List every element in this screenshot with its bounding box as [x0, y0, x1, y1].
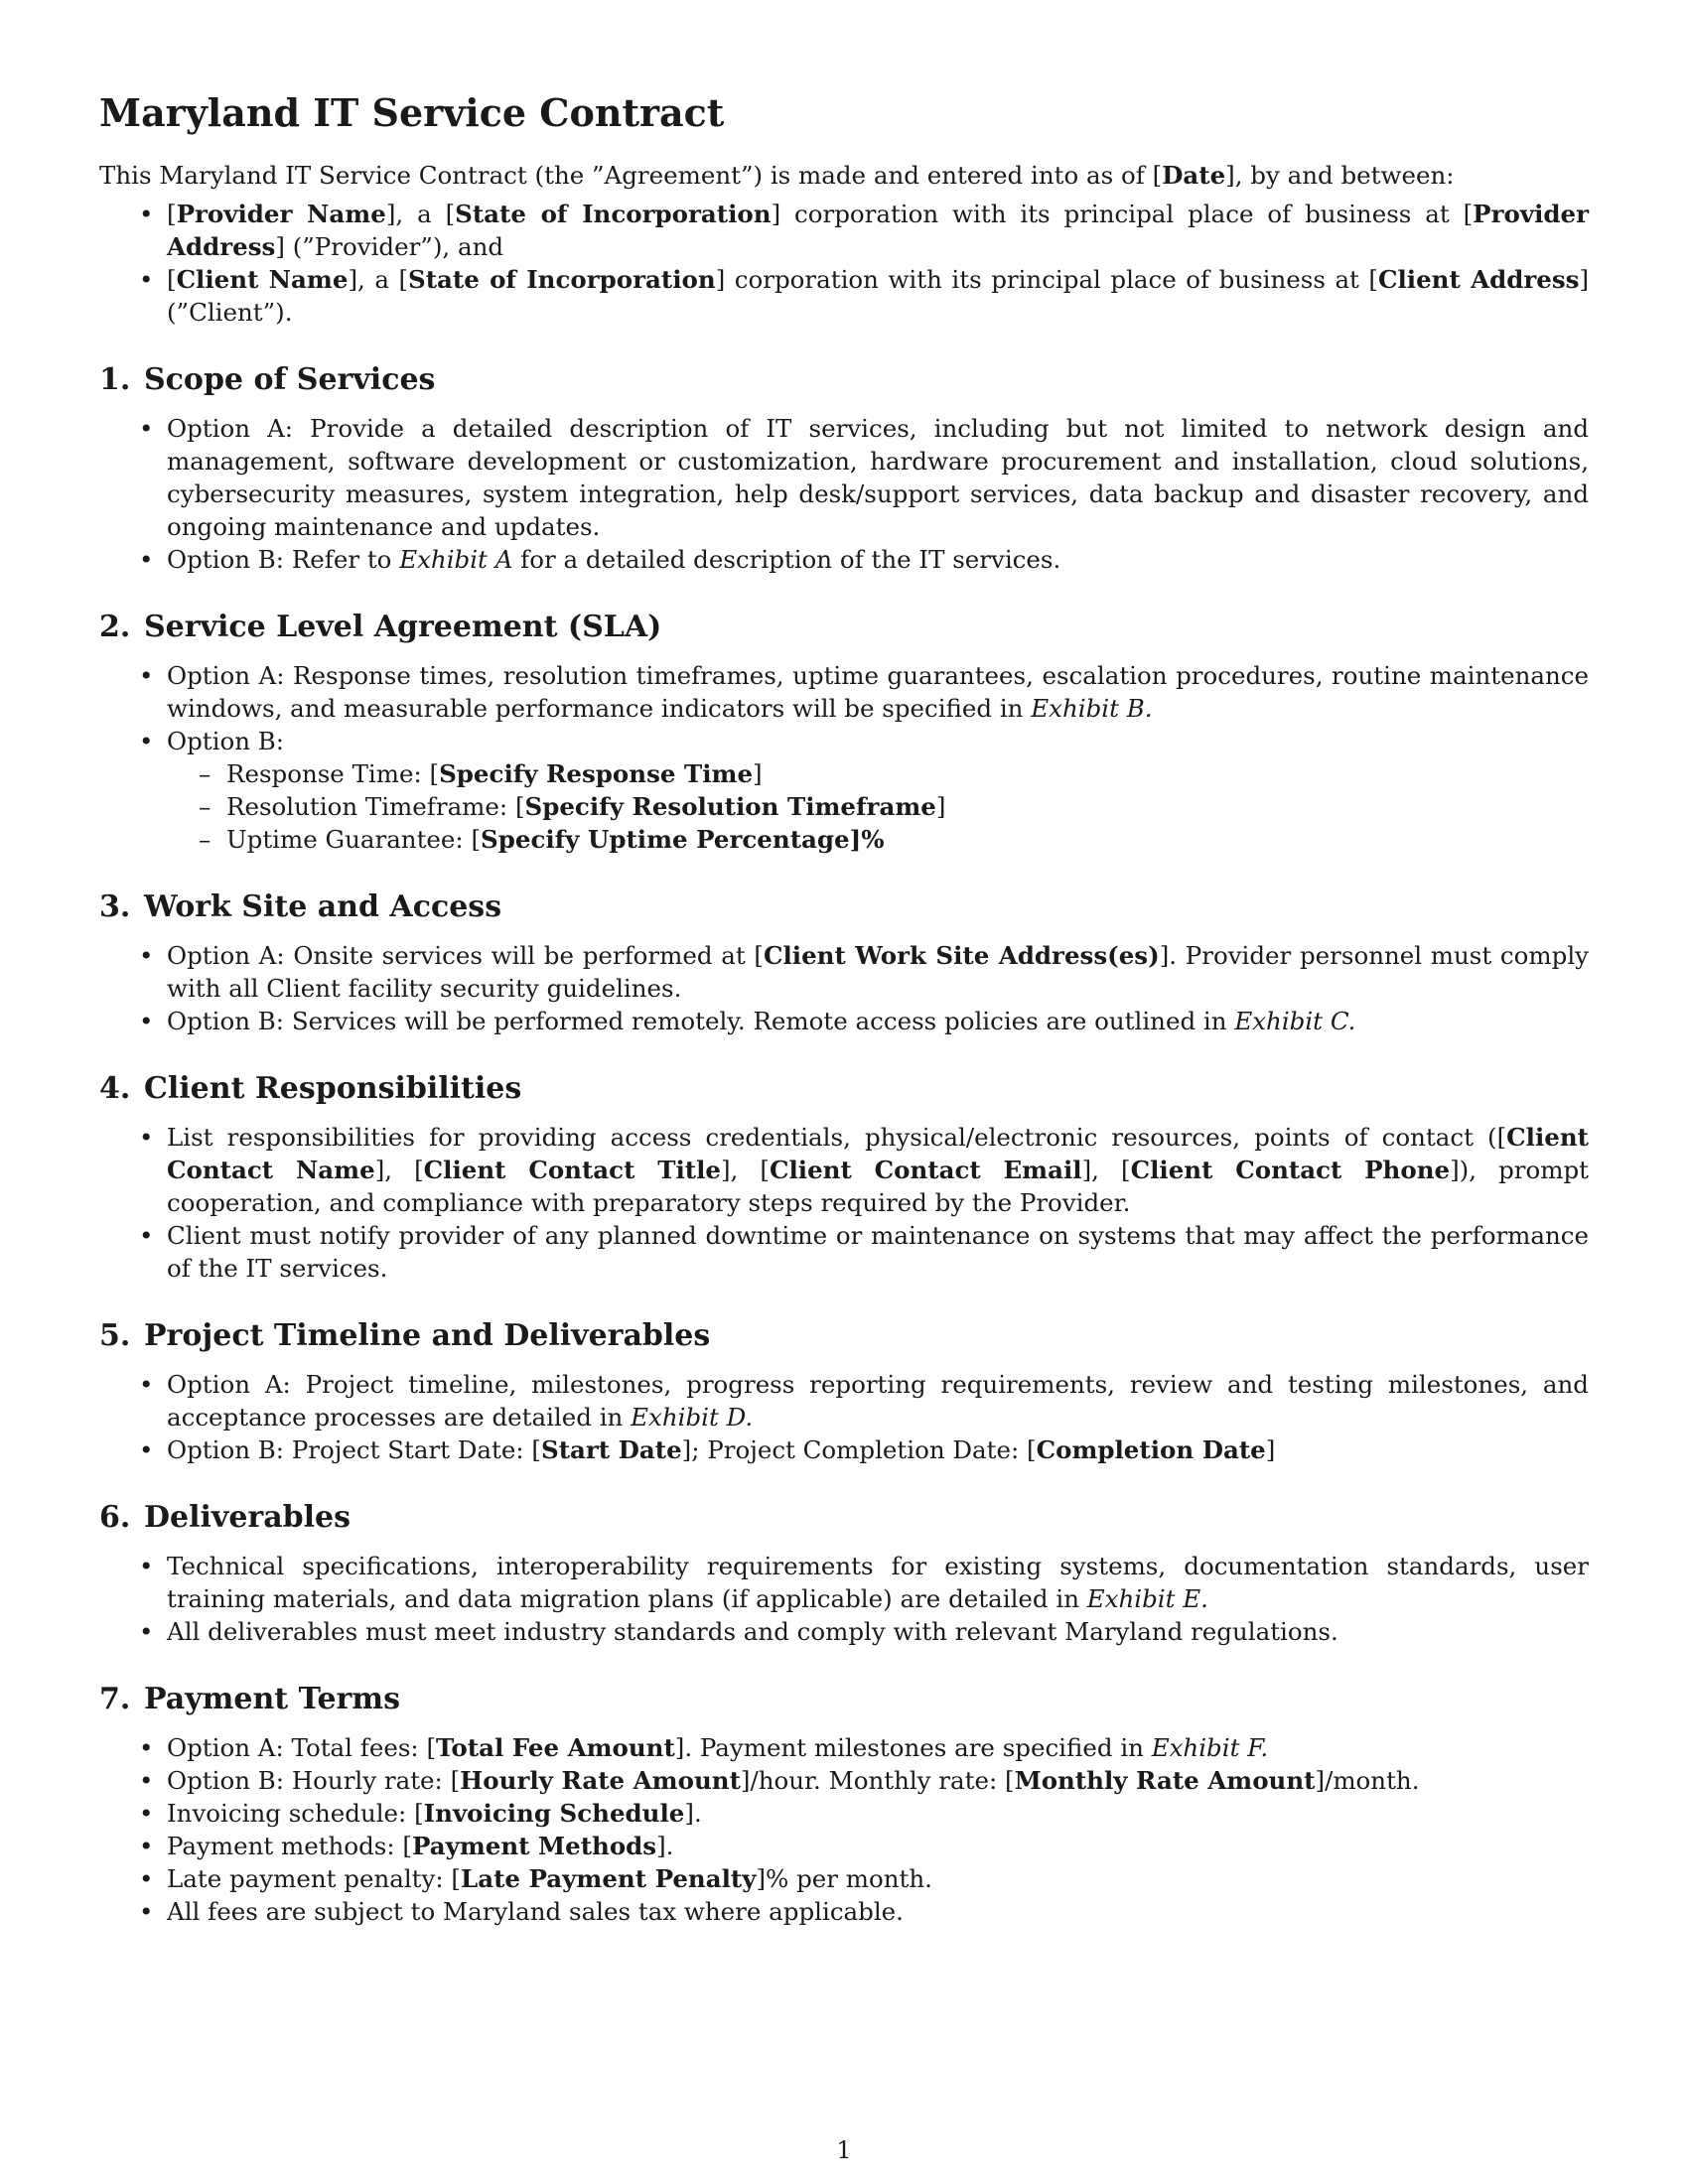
section-heading: 3. Work Site and Access [99, 889, 502, 924]
section-heading: 4. Client Responsibilities [99, 1071, 522, 1106]
list-item: • Client must notify provider of any planned downtime or maintenance on systems that may affect the performance of the IT services. [99, 1219, 1589, 1285]
parties-list [99, 198, 1589, 329]
list-item: • Invoicing schedule: [Invoicing Schedule]. [99, 1797, 1589, 1830]
sla-sublist [167, 757, 1589, 856]
section-deliverables [99, 1498, 1589, 1648]
page-number: 1 [836, 2136, 852, 2164]
list-item: • Option A: Onsite services will be performed at [Client Work Site Address(es)]. Provider personnel must comply with all Client facility security guidelines. [99, 939, 1589, 1005]
list-item: • Technical specifications, interoperability requirements for existing systems, documentation standards, user training materials, and data migration plans (if applicable) are detailed in Exhibit E. [99, 1550, 1589, 1615]
section-work-site [99, 887, 1589, 1037]
section-project-timeline [99, 1316, 1589, 1466]
list-item: • All deliverables must meet industry standards and comply with relevant Maryland regulations. [99, 1615, 1589, 1648]
section-heading: 5. Project Timeline and Deliverables [99, 1318, 711, 1353]
list-item: • Payment methods: [Payment Methods]. [99, 1830, 1589, 1862]
list-item: • Option A: Project timeline, milestones, progress reporting requirements, review and testing milestones, and acceptance processes are detailed in Exhibit D. [99, 1368, 1589, 1433]
list-item: • Option A: Response times, resolution timeframes, uptime guarantees, escalation procedures, routine maintenance windows, and measurable performance indicators will be specified in Exhibit B. [99, 659, 1589, 725]
list-item: • Option B: Refer to Exhibit A for a detailed description of the IT services. [99, 543, 1589, 576]
sub-list-item: – Uptime Guarantee: [Specify Uptime Percentage]% [167, 823, 1589, 856]
list-item: • All fees are subject to Maryland sales tax where applicable. [99, 1895, 1589, 1928]
date-placeholder: Date [1162, 161, 1226, 190]
section-sla [99, 608, 1589, 856]
list-item: • Option B: Services will be performed remotely. Remote access policies are outlined in Exhibit C. [99, 1005, 1589, 1037]
party-client: • [Client Name], a [State of Incorporation] corporation with its principal place of business at [Client Address] (”Client”). [99, 263, 1589, 329]
document-title: Maryland IT Service Contract [99, 90, 725, 135]
section-heading: 2. Service Level Agreement (SLA) [99, 610, 662, 644]
list-item: • Option B: – Response Time: [Specify Response Time] – Resolution Timeframe: [Specify Resolution Timeframe] – Uptime Guarantee: [Specify Uptime Percentage]% [99, 725, 1589, 856]
list-item: • Option B: Project Start Date: [Start Date]; Project Completion Date: [Completion Date] [99, 1433, 1589, 1466]
list-item: • Option A: Total fees: [Total Fee Amount]. Payment milestones are specified in Exhibit F. [99, 1731, 1589, 1764]
sub-list-item: – Response Time: [Specify Response Time] [167, 757, 1589, 790]
section-scope-of-services [99, 360, 1589, 576]
section-payment-terms [99, 1680, 1589, 1928]
intro-paragraph: This Maryland IT Service Contract (the ”Agreement”) is made and entered into as of [Date], by and between: [99, 161, 1455, 190]
list-item: • Option B: Hourly rate: [Hourly Rate Amount]/hour. Monthly rate: [Monthly Rate Amount]/month. [99, 1764, 1589, 1797]
list-item: • List responsibilities for providing access credentials, physical/electronic resources, points of contact ([Client Contact Name], [Client Contact Title], [Client Contact Email], [Client Contact Phone]), prompt cooperation, and compliance with preparatory steps required by the Provider. [99, 1121, 1589, 1219]
section-heading: 6. Deliverables [99, 1500, 352, 1535]
list-item: • Option A: Provide a detailed description of IT services, including but not limited to network design and management, software development or customization, hardware procurement and installation, cloud solutions, cybersecurity measures, system integration, help desk/support services, data backup and disaster recovery, and ongoing maintenance and updates. [99, 412, 1589, 543]
sub-list-item: – Resolution Timeframe: [Specify Resolution Timeframe] [167, 790, 1589, 823]
list-item: • Late payment penalty: [Late Payment Penalty]% per month. [99, 1862, 1589, 1895]
section-heading: 7. Payment Terms [99, 1682, 400, 1716]
section-client-responsibilities [99, 1069, 1589, 1285]
party-provider: • [Provider Name], a [State of Incorporation] corporation with its principal place of business at [Provider Address] (”Provider”), and [99, 198, 1589, 263]
document-body [99, 79, 1589, 1928]
section-heading: 1. Scope of Services [99, 362, 436, 397]
